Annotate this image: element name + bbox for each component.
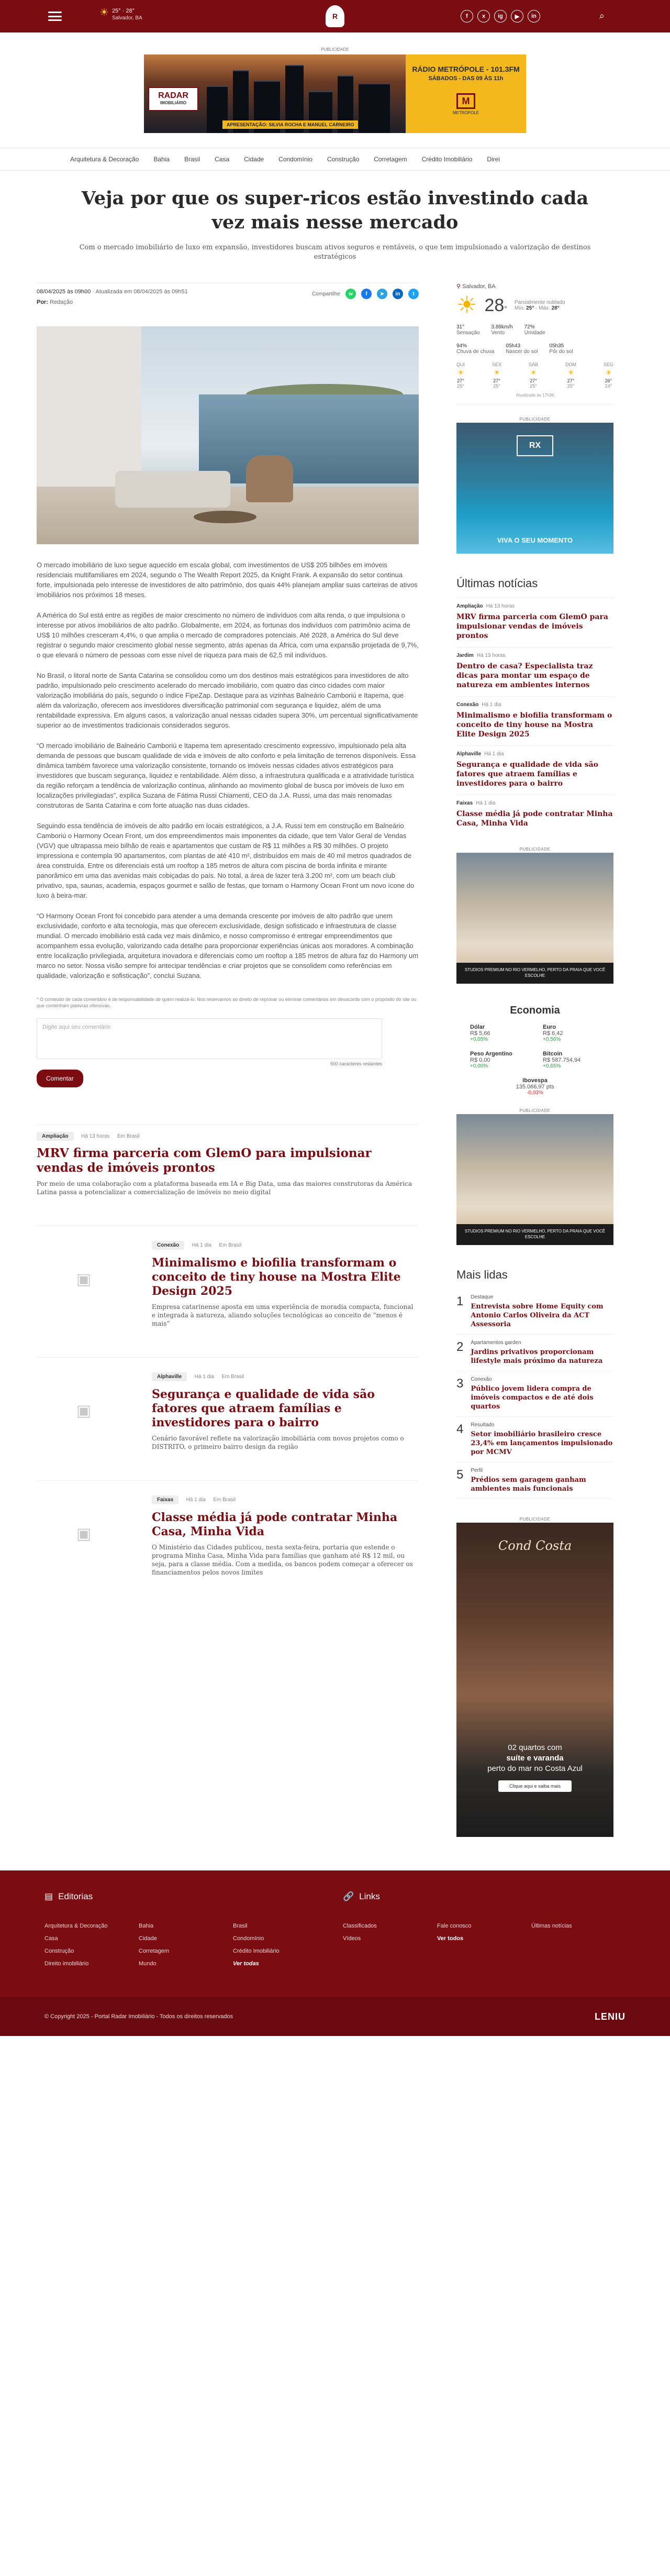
facebook-icon[interactable]: f [461,10,473,23]
news-time: Há 1 dia [192,1242,211,1248]
list-icon: ▤ [44,1891,53,1901]
news-title[interactable]: MRV firma parceria com GlemO para impulsionar vendas de imóveis prontos [37,1146,372,1175]
nav-item[interactable]: Arquitetura & Decoração [70,156,139,163]
ad-tall-button[interactable]: Clique aqui e saiba mais [498,1780,572,1792]
footer-link[interactable]: Vídeos [343,1935,361,1942]
footer-link[interactable]: Crédito Imobiliário [233,1948,280,1954]
footer-bottom [0,1997,670,2036]
nav-item[interactable]: Condomínio [278,156,312,163]
weather-city: Salvador, BA [462,283,496,290]
footer-links [343,1923,605,1942]
footer-links-title: Links [359,1891,380,1901]
image-placeholder-icon: ▣ [76,1525,92,1543]
news-title[interactable]: Minimalismo e biofilia transformam o conceito de tiny house na Mostra Elite Design 2025 [152,1256,401,1298]
news-time: Há 13 horas [81,1133,110,1139]
article-photo [37,326,419,544]
footer-editorias-title: Editorias [58,1891,93,1901]
news-title[interactable]: Segurança e qualidade de vida são fatores que atraem famílias e investidores para o bairro [152,1388,375,1429]
news-title[interactable]: Classe média já pode contratar Minha Casa, Minha Vida [152,1511,398,1538]
sidebar-ad-rv-2[interactable]: PUBLICIDADE STUDIOS PREMIUM NO RIO VERMELHO, PERTO DA PRAIA QUE VOCÊ ESCOLHE [456,1108,613,1245]
footer [0,1870,670,2036]
latest-news-list [456,598,613,834]
ad-tall-text: 02 quartos com suíte e varanda perto do mar no Costa Azul [487,1743,583,1773]
category-nav [0,148,670,171]
facebook-share-icon[interactable]: f [361,289,372,299]
paragraph: No Brasil, o litoral norte de Santa Catarina se consolidou como um dos destinos mais estratégicos para investidores de alto padrão, impulsionado pelo crescimento acelerado do mercado imobiliário, com quatro das cinco cidades com maior valorização imobiliária do país, segundo o índice FipeZap. Destaque para as vizinhas Balneário Camboriú e Itapema, que além da valorização, oferecem aos investidores diversificação patrimonial com segurança e liquidez, além de uma rentabilidade expressiva. Em alguns casos, a valorização anual nessas cidades supera 30%, um percentual significativamente superior ao de investimentos tradicionais considerados seguros. [37,671,418,729]
article-body [37,560,419,981]
publish-date: 08/04/2025 às 09h00 [37,289,91,295]
paragraph: Seguindo essa tendência de imóveis de alto padrão em locais estratégicos, a J.A. Russi tem em construção em Balneário Camboriú o Harmony Ocean Front, um dos empreendimentos mais imponentes da cidade, que tem Valor Geral de Vendas (VGV) que ultrapassa meio bilhão de reais e apartamentos que custam de R$ 11 milhões a R$ 30 milhões. O projeto impressiona e contempla 90 apartamentos, com plantas de até 410 m², distribuídos em mais de 40 mil metros quadrados de área construída. Entre os diferenciais está um rooftop a 185 metros de altura com piscina de borda infinita e mirante panorâmico em uma das avenidas mais cobiçadas do país. No total, a área de lazer terá 3.200 m², com um beach club privativo, spa, saunas, academia, espaços gourmet e salão de festas, que tornam o Harmony Ocean Front um novo ícone do luxo à beira-mar. [37,822,415,899]
weather-forecast: QUI ☀ 27° 25° SEX ☀ 27° 25° SÁB ☀ 27° 25° DOM ☀ 27° 25° SEG ☀ 26° 24° [456,362,613,389]
economy-title: Economia [510,1005,560,1016]
news-summary: Por meio de uma colaboração com a plataforma baseada em IA e Big Data, uma das maiores construtoras da América Latina passa a potencializar a comercialização de imóveis no meio digital [37,1180,412,1196]
weather-stats: 31° Sensação 3.89km/h Vento 72% Umidade [456,324,545,336]
top-temp-min: 25° [111,8,121,14]
instagram-icon[interactable]: ig [494,10,507,23]
news-section: Em Brasil [213,1497,236,1503]
news-time: Há 1 dia [186,1497,206,1503]
latest-news-item[interactable]: Conexão Há 1 dia Minimalismo e biofilia transformam o conceito de tiny house na Mostra Elite Design 2025 [456,696,613,745]
related-news-featured[interactable] [37,1124,419,1196]
author-label: Por: [37,299,48,305]
latest-news-item[interactable]: Faixas Há 1 dia Classe média já pode contratar Minha Casa, Minha Vida [456,795,613,834]
economy-widget [456,1005,613,1096]
linkedin-share-icon[interactable]: in [393,289,403,299]
weather-min: 25° [526,305,534,311]
most-read-item[interactable]: 4 Resultado Setor imobiliário brasileiro cresce 23,4% em lançamentos impulsionado por MCMV [456,1417,613,1462]
most-read-list [456,1289,613,1499]
paragraph: A América do Sul está entre as regiões de maior crescimento no número de indivíduos com alta renda, o que impulsiona o interesse por ativos imobiliários de alto padrão. Globalmente, em 2024, as fortunas dos indivíduos com patrimônio acima de US$ 10 milhões cresceram 4,4%, o que amplia o mercado de compradores potenciais. Até 2028, a América do Sul deve registrar o segundo maior crescimento global nesse segmento, atrás apenas da África, com uma expansão projetada de 9,7%, o que elevará o número de pessoas com esse nível de riqueza para mais de 62,5 mil indivíduos. [37,611,419,659]
most-read-title: Mais lidas [456,1268,508,1281]
footer-link[interactable]: Classificados [343,1923,377,1929]
top-temp-max: 28° [126,8,135,14]
article-title: Veja por que os super-ricos estão investindo cada vez mais nesse mercado [81,188,589,233]
currency-item: Bitcoin R$ 587.754,94 +0,65% [543,1051,581,1069]
top-bar [0,0,670,32]
news-summary: Empresa catarinense aposta em uma experiência de moradia compacta, funcional e integrada à natureza, aliando soluções tecnológicas ao conceito de “menos é mais” [152,1303,414,1327]
linkedin-icon[interactable]: in [528,10,540,23]
top-ad-banner[interactable] [144,47,526,133]
ad-label: PUBLICIDADE [321,47,349,52]
footer-link[interactable]: Construção [44,1948,74,1954]
footer-link[interactable]: Condomínio [233,1935,264,1942]
news-section: Em Brasil [221,1374,244,1380]
weather-desc: Parcialmente nublado [514,300,565,305]
ad-slogan: VIVA O SEU MOMENTO [497,536,573,544]
latest-news-title: Últimas notícias [456,577,538,590]
most-read-item[interactable]: 5 Perfil Prédios sem garagem ganham ambientes mais funcionais [456,1462,613,1499]
twitter-share-icon[interactable]: t [408,289,419,299]
image-placeholder-icon: ▣ [76,1402,92,1419]
share-label: Compartilhe [312,291,340,297]
currency-item: Dólar R$ 5,66 +0,05% [470,1024,490,1042]
footer-link[interactable]: Mundo [139,1961,157,1967]
share-bar [312,289,419,299]
footer-link[interactable]: Arquitetura & Decoração [44,1923,108,1929]
news-section: Em Brasil [219,1242,242,1248]
article-main [37,283,419,1837]
menu-icon[interactable] [48,12,62,21]
footer-link[interactable]: Corretagem [139,1948,170,1954]
most-read-item[interactable]: 1 Destaque Entrevista sobre Home Equity com Antonio Carlos Oliveira da ACT Assessoria [456,1289,613,1335]
footer-link[interactable]: Ver todas [233,1961,259,1967]
char-counter: 500 caracteres restantes [330,1061,382,1066]
paragraph: “O Harmony Ocean Front foi concebido para atender a uma demanda crescente por imóveis de alto padrão que unem exclusividade, conforto e alta tecnologia, mas que oferecem exclusividade, design sofisticado e infraestrutura de classe mundial. O mercado imobiliário está cada vez mais dinâmico, e nosso compromisso é entregar empreendimentos que acompanhem essa evolução, valorizando cada detalhe para proporcionar experiências únicas aos moradores. A combinação entre localização privilegiada, arquitetura inovadora e diferenciais como um rooftop a 185 metros de altura faz do Harmony um marco no setor. Nossa visão sempre foi antecipar tendências e criar projetos que se consolidem como referências em qualidade, valorização e sofisticação”, conclui Suzana. [37,912,419,979]
nav-item[interactable]: Direi [487,156,500,163]
metropole-logo: M [456,93,475,109]
currency-item: Peso Argentino R$ 0,00 +0,00% [470,1051,512,1069]
comment-input[interactable]: Digite aqui seu comentário [37,1018,382,1059]
weather-widget: ⚲ Salvador, BA ☀ 28° Parcialmente nublado Mín. 25° · Máx. 28° 31° Sensação 3.89km/h Vento 72% Umidade 94% Chuva de chuva 05h43 Nascer do sol 05h35 Pôr do sol QUI ☀ 27° 25° SEX ☀ 27° 25° SÁB ☀ 27° 25° DOM ☀ 27° 25° SEG ☀ 26° 24° Atualizado às 17h36 [456,283,613,404]
sidebar [456,283,613,1837]
related-news-item[interactable] [37,1357,419,1451]
weather-temp: 28 [484,295,505,315]
comment-disclaimer: * O conteúdo de cada comentário é de responsabilidade de quem realizá-lo. Nos reservamos ao direito de reprovar ou eliminar comentários em desacordo com o propósito do site ou que contenham palavras ofensivas. [37,997,417,1008]
news-time: Há 1 dia [194,1374,214,1380]
ibovespa-item: Ibovespa 135.066,97 pts -0,03% [516,1077,554,1096]
footer-link[interactable]: Casa [44,1935,58,1942]
telegram-icon[interactable]: ➤ [377,289,387,299]
nav-item[interactable]: Cidade [244,156,264,163]
footer-editorias [44,1923,343,1967]
whatsapp-icon[interactable]: w [345,289,356,299]
copyright: © Copyright 2025 - Portal Radar Imobiliário - Todos os direitos reservados [44,2013,233,2020]
link-icon: 🔗 [343,1891,354,1901]
latest-news-item[interactable]: Jardim Há 13 horas Dentro de casa? Especialista traz dicas para montar um espaço de natureza em ambientes internos [456,647,613,696]
footer-link[interactable]: Fale conosco [437,1923,472,1929]
weather-stats-extra: 94% Chuva de chuva 05h43 Nascer do sol 05h35 Pôr do sol [456,343,573,355]
metropole-name: METRÓPOLE [452,111,479,115]
ad-radio-title: RÁDIO METRÓPOLE - 101.3FM [412,65,520,73]
article-meta: 08/04/2025 às 09h00 · Atualizada em 08/04/2025 às 09h51 Por: Redação Compartilhe w f ➤ in t [37,283,419,305]
ad-radio-panel [406,54,526,133]
related-news-item[interactable] [37,1480,419,1577]
ad-schedule: SÁBADOS - DAS 09 ÀS 11h [428,75,504,82]
footer-link[interactable]: Bahia [139,1923,154,1929]
footer-link[interactable]: Últimas notícias [531,1923,572,1929]
top-city: Salvador, BA [111,15,142,21]
partly-cloudy-icon: ☀ [456,292,477,318]
nav-item[interactable]: Brasil [184,156,200,163]
ad-rv-text: STUDIOS PREMIUM NO RIO VERMELHO, PERTO DA PRAIA QUE VOCÊ ESCOLHE [456,1224,613,1245]
nav-item[interactable]: Crédito Imobiliário [421,156,473,163]
weather-updated: Atualizado às 17h36 [516,393,554,398]
developer-logo[interactable]: LENIU [595,2011,626,2022]
article-subtitle: Com o mercado imobiliário de luxo em expansão, investidores buscam ativos seguros e rentáveis, o que tem impulsionado a valorização de destinos estratégicos [79,244,591,261]
location-pin-icon: ⚲ [456,283,461,290]
ad-presenters: APRESENTAÇÃO: SILVIA ROCHA E MANUEL CARNEIRO [222,120,358,129]
article-header [68,186,602,262]
sun-icon: ☀ [99,7,109,18]
ad-radar-logo: RADAR IMOBILIÁRIO [148,87,198,111]
youtube-icon[interactable]: ▶ [511,10,523,23]
news-summary: Cenário favorável reflete na valorização imobiliária com novos projetos como o DISTRITO, o primeiro bairro design da região [152,1435,404,1450]
update-date: Atualizada em 08/04/2025 às 09h51 [95,289,188,295]
most-read-item[interactable]: 3 Conexão Público jovem lidera compra de imóveis compactos e de até dois quartos [456,1371,613,1417]
paragraph: “O mercado imobiliário de Balneário Camboriú e Itapema tem apresentado crescimento expressivo, impulsionado pela alta demanda de pessoas que buscam qualidade de vida e imóveis de alto conforto e pela limitação de terrenos disponíveis. Essa dinâmica também favorece uma valorização consistente, tornando os imóveis nessas cidades ativos estratégicos para investidores que buscam segurança, liquidez e rentabilidade. Além disso, a infraestrutura qualificada e a atratividade turística da região reforçam a tendência de valorização contínua, alinhando ao movimento global de busca por imóveis de luxo em localizações privilegiadas”, explica Suzana de Fátima Russi Chiamenti, CEO da J.A. Russi, uma das mais renomadas construtoras de Santa Catarina e com forte atuação nas duas cidades. [37,742,416,809]
footer-link[interactable]: Brasil [233,1923,248,1929]
site-logo[interactable]: R [326,5,344,27]
ad-rv-text: STUDIOS PREMIUM NO RIO VERMELHO, PERTO DA PRAIA QUE VOCÊ ESCOLHE [456,963,613,984]
nav-item[interactable]: Corretagem [374,156,407,163]
search-icon[interactable]: ⌕ [599,10,605,21]
social-links [461,10,540,23]
ad-tall-brand: Cond Costa [498,1538,572,1553]
sidebar-ad-rv[interactable]: PUBLICIDADE STUDIOS PREMIUM NO RIO VERMELHO, PERTO DA PRAIA QUE VOCÊ ESCOLHE [456,847,613,984]
related-news-item[interactable] [37,1226,419,1328]
sidebar-ad-tall[interactable]: PUBLICIDADE Cond Costa 02 quartos com suíte e varanda perto do mar no Costa Azul Clique aqui e saiba mais [456,1517,613,1837]
author-name: Redação [50,299,73,305]
weather-max: 28° [551,305,560,311]
nav-item[interactable]: Casa [215,156,230,163]
ad-brand-logo: RX [517,435,553,456]
image-placeholder-icon: ▣ [76,1270,92,1288]
content-area [37,283,633,1837]
news-summary: O Ministério das Cidades publicou, nesta sexta-feira, portaria que estende o programa Minha Casa, Minha Vida para famílias que ganham até R$ 12 mil, ou seja, para a classe média. Com a medida, os bancos podem começar a oferecer os financiamentos pelos novos limites [152,1544,413,1576]
top-weather: ☀ 25° · 28° Salvador, BA [99,7,142,21]
news-tag: Alphaville [152,1372,187,1381]
footer-link[interactable]: Direito imobiliário [44,1961,89,1967]
footer-link[interactable]: Ver todos [437,1935,464,1942]
x-icon[interactable]: x [477,10,490,23]
news-tag: Conexão [152,1241,184,1250]
currency-item: Euro R$ 6,42 +0,56% [543,1024,563,1042]
latest-news-item[interactable]: Alphaville Há 1 dia Segurança e qualidade de vida são fatores que atraem famílias e investidores para o bairro [456,745,613,795]
latest-news-item[interactable]: Ampliação Há 13 horas MRV firma parceria com GlemO para impulsionar vendas de imóveis prontos [456,598,613,647]
sidebar-ad-pool[interactable]: PUBLICIDADE RX VIVA O SEU MOMENTO [456,417,613,554]
comment-button[interactable]: Comentar [37,1070,83,1087]
nav-item[interactable]: Bahia [153,156,170,163]
nav-item[interactable]: Construção [327,156,360,163]
news-tag: Ampliação [37,1132,74,1141]
news-section: Em Brasil [117,1133,140,1139]
most-read-item[interactable]: 2 Apartamentos garden Jardins privativos proporcionam lifestyle mais próximo da natureza [456,1335,613,1371]
paragraph: O mercado imobiliário de luxo segue aquecido em escala global, com investimentos de US$ 205 bilhões em imóveis residenciais multifamiliares em 2024, segundo o The Wealth Report 2025, da Knight Frank. A expansão do setor continua forte, impulsionada pelo interesse de investidores de alto patrimônio, dos quais 44% planejam ampliar suas carteiras de ativos imobiliários nos próximos 18 meses. [37,561,418,599]
news-tag: Faixas [152,1495,178,1504]
footer-link[interactable]: Cidade [139,1935,157,1942]
